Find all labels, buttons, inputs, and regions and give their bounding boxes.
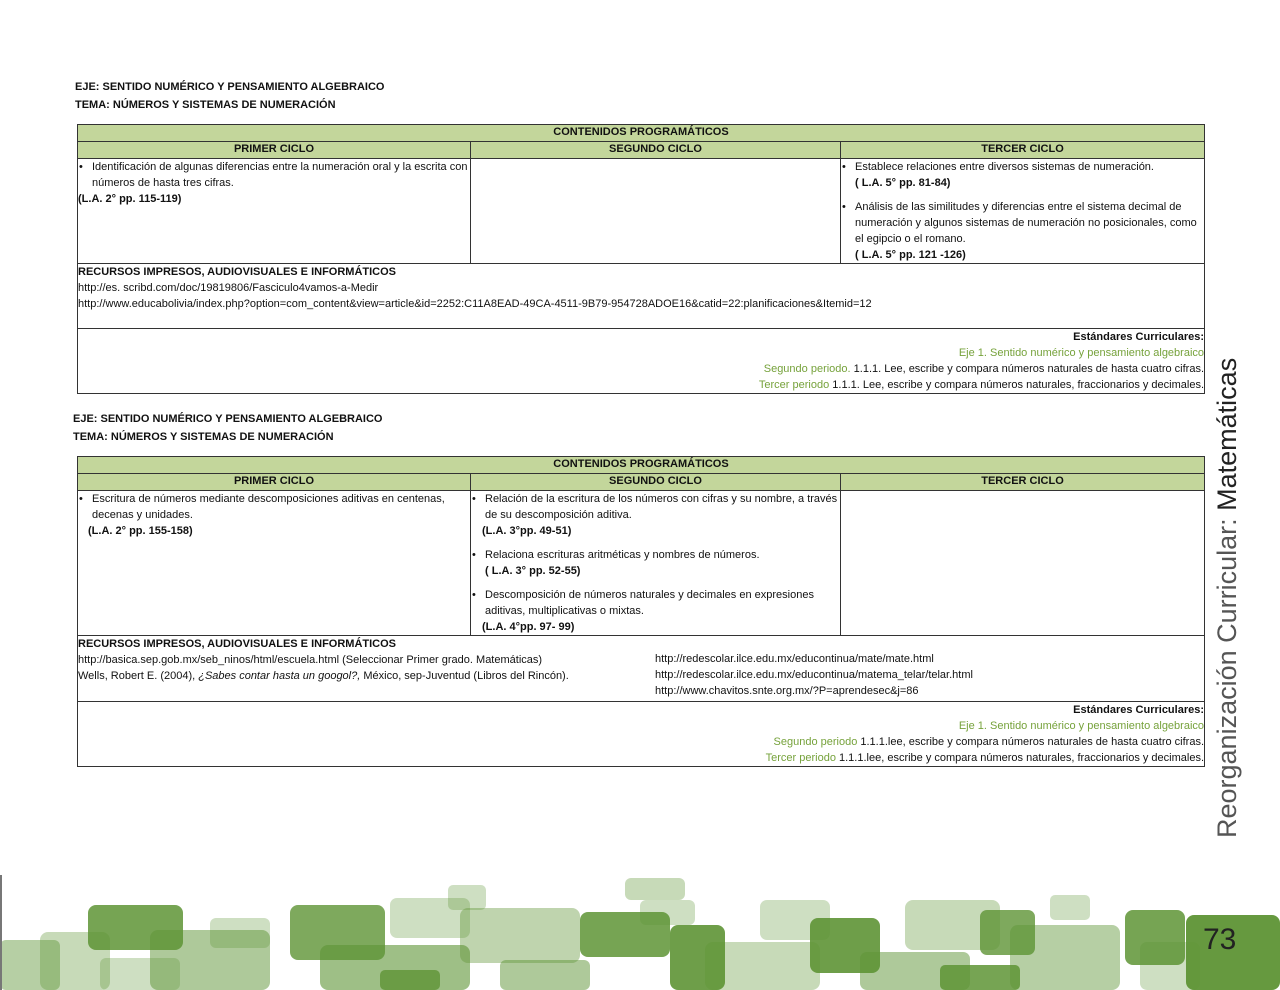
standards-line: Segundo periodo. 1.1.1. Lee, escribe y compara números naturales de hasta cuatro cifras.: [763, 363, 1205, 375]
resource-link[interactable]: http://basica.sep.gob.mx/seb_ninos/html/escuela.html (Seleccionar Primer grado. Matemáticas): [78, 654, 543, 666]
standards-cell: [78, 329, 1205, 394]
tema-heading-2: TEMA: NÚMEROS Y SISTEMAS DE NUMERACIÓN: [73, 431, 334, 443]
col-header-tercer: TERCER CICLO: [841, 142, 1205, 159]
book-reference: (L.A. 4°pp. 97- 99): [482, 621, 575, 633]
resource-link[interactable]: http://www.chavitos.snte.org.mx/?P=aprendesec&j=86: [655, 685, 919, 697]
resource-link[interactable]: http://redescolar.ilce.edu.mx/educontinua/mate/mate.html: [655, 653, 934, 665]
col-header-primer: PRIMER CICLO: [78, 142, 471, 159]
book-reference: ( L.A. 5° pp. 121 -126): [855, 249, 966, 261]
book-reference: ( L.A. 5° pp. 81-84): [855, 177, 951, 189]
resources-cell: [78, 264, 1205, 329]
tercer-ciclo-cell: [841, 159, 1205, 264]
standards-line: Segundo periodo 1.1.1.lee, escribe y compara números naturales de hasta cuatro cifras.: [773, 736, 1205, 748]
resource-link[interactable]: http://redescolar.ilce.edu.mx/educontinua/matema_telar/telar.html: [655, 669, 973, 681]
standards-title: Estándares Curriculares:: [1073, 331, 1205, 343]
resources-cell: [78, 636, 1205, 702]
segundo-ciclo-cell: [471, 491, 841, 636]
eje-heading-2: EJE: SENTIDO NUMÉRICO Y PENSAMIENTO ALGEBRAICO: [73, 413, 383, 425]
table-title: CONTENIDOS PROGRAMÁTICOS: [78, 457, 1205, 474]
tercer-ciclo-cell: [841, 491, 1205, 636]
resources-title: RECURSOS IMPRESOS, AUDIOVISUALES E INFORMÁTICOS: [78, 266, 397, 278]
book-reference: ( L.A. 3° pp. 52-55): [485, 565, 581, 577]
list-item: • Establece relaciones entre diversos sistemas de numeración. ( L.A. 5° pp. 81-84): [841, 159, 1204, 191]
list-item: • Relaciona escrituras aritméticas y nombres de números. ( L.A. 3° pp. 52-55): [471, 547, 840, 579]
side-title-strong: Matemáticas: [1212, 357, 1242, 511]
list-item: • Relación de la escritura de los números con cifras y su nombre, a través de su descomposición aditiva. (L.A. 3°pp. 49-51): [471, 491, 840, 539]
primer-ciclo-cell: [78, 491, 471, 636]
standards-cell: [78, 702, 1205, 767]
standards-title: Estándares Curriculares:: [1073, 704, 1205, 716]
book-reference: (L.A. 2° pp. 155-158): [88, 525, 193, 537]
list-item: • Identificación de algunas diferencias entre la numeración oral y la escrita con números de hasta tres cifras.: [79, 161, 468, 189]
segundo-ciclo-cell: [471, 159, 841, 264]
book-reference: (L.A. 3°pp. 49-51): [482, 525, 572, 537]
resource-link[interactable]: http://www.educabolivia/index.php?option=com_content&view=article&id=2252:C11A8EAD-49CA-4511-9B79-954728ADOE16&catid=22:planificaciones&Itemid=12: [78, 298, 872, 310]
page-number: 73: [1203, 923, 1237, 956]
table-title: CONTENIDOS PROGRAMÁTICOS: [78, 125, 1205, 142]
col-header-tercer: TERCER CICLO: [841, 474, 1205, 491]
tema-heading-1: TEMA: NÚMEROS Y SISTEMAS DE NUMERACIÓN: [75, 99, 336, 111]
primer-ciclo-cell: [78, 159, 471, 264]
eje-heading-1: EJE: SENTIDO NUMÉRICO Y PENSAMIENTO ALGEBRAICO: [75, 81, 385, 93]
side-title-light: Reorganización Curricular:: [1212, 510, 1242, 838]
contenidos-table-2: [77, 456, 1205, 767]
standards-line: Tercer periodo 1.1.1. Lee, escribe y compara números naturales, fraccionarios y decimales.: [758, 379, 1205, 391]
col-header-primer: PRIMER CICLO: [78, 474, 471, 491]
col-header-segundo: SEGUNDO CICLO: [471, 474, 841, 491]
list-item: • Descomposición de números naturales y decimales en expresiones aditivas, multiplicativas o mixtas. (L.A. 4°pp. 97- 99): [471, 587, 840, 635]
decorative-squares-pattern: [0, 870, 1280, 990]
resource-citation: Wells, Robert E. (2004), ¿Sabes contar hasta un googol?, México, sep-Juventud (Libros del Rincón).: [78, 670, 569, 682]
list-item: • Escritura de números mediante descomposiciones aditivas en centenas, decenas y unidades.: [79, 493, 445, 521]
standards-eje: Eje 1. Sentido numérico y pensamiento algebraico: [958, 720, 1205, 732]
standards-line: Tercer periodo 1.1.1.lee, escribe y compara números naturales, fraccionarios y decimales.: [765, 752, 1205, 764]
col-header-segundo: SEGUNDO CICLO: [471, 142, 841, 159]
list-item: • Análisis de las similitudes y diferencias entre el sistema decimal de numeración y algunos sistemas de numeración no posicionales, como el egipcio o el romano. ( L.A. 5° pp. 121 -126): [841, 199, 1204, 263]
resource-link[interactable]: http://es. scribd.com/doc/19819806/Fasciculo4vamos-a-Medir: [78, 282, 379, 294]
resources-title: RECURSOS IMPRESOS, AUDIOVISUALES E INFORMÁTICOS: [78, 638, 397, 650]
book-reference: (L.A. 2° pp. 115-119): [78, 193, 182, 205]
contenidos-table-1: [77, 124, 1205, 394]
standards-eje: Eje 1. Sentido numérico y pensamiento algebraico: [958, 347, 1205, 359]
